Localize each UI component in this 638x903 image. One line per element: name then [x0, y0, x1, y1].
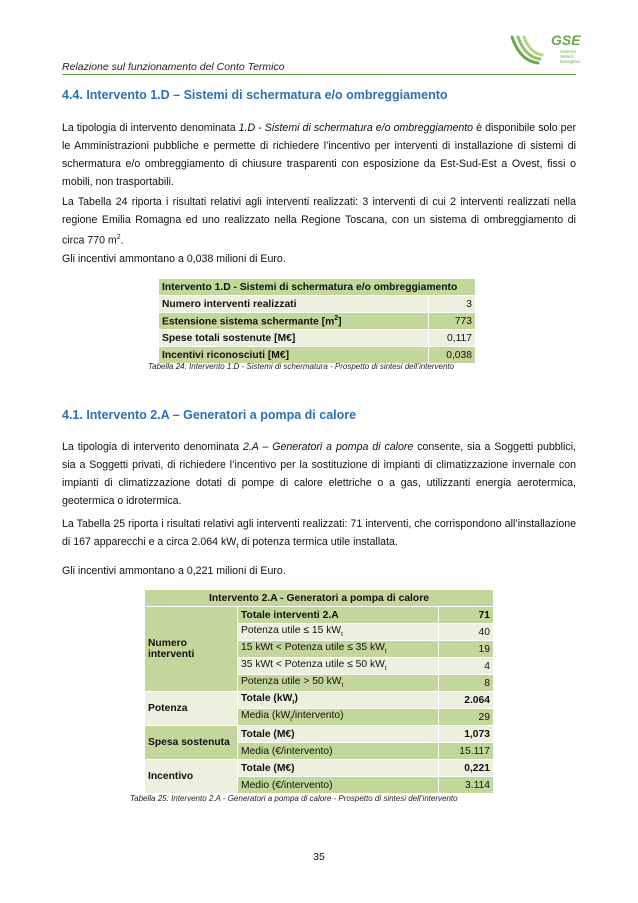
table-row: Numero interventi realizzati 3: [159, 296, 476, 313]
section-heading-2a: 4.1. Intervento 2.A – Generatori a pompa di calore: [62, 408, 357, 422]
table-25: [144, 589, 494, 794]
table-25-title: Intervento 2.A - Generatori a pompa di calore: [145, 590, 494, 607]
table-row: Numero interventi Totale interventi 2.A 71: [145, 607, 494, 624]
paragraph-1d-results: La Tabella 24 riporta i risultati relativi agli interventi realizzati: 3 interventi di cui 2 interventi realizzati nella regione Emilia Romagna ed uno realizzato nella Regione Toscana, con un sistema di ombreggiamento di circa 770 $m^2$.: [62, 196, 576, 247]
header-title: Relazione sul funzionamento del Conto Termico: [62, 61, 285, 73]
table-row: Incentivi riconosciuti [M€] 0,038: [159, 347, 476, 364]
table-row: Media $(kW_t/intervento)$ 29: [145, 709, 494, 726]
table-25-caption: Tabella 25: Intervento 2.A - Generatori a pompa di calore - Prospetto di sintesi dell’intervento: [130, 794, 458, 803]
header-rule: [62, 74, 576, 75]
table-row: Incentivo Totale (M€) 0,221: [145, 760, 494, 777]
table-row: Estensione sistema schermante $[m^2]$ 773: [159, 313, 476, 330]
page-number: 35: [313, 851, 325, 863]
paragraph-1d-intro: La tipologia di intervento denominata 1.D - Sistemi di schermatura e/o ombreggiamento è disponibile solo per le Amministrazioni pubbliche e permette di richiedere l’incentivo per interventi di installazione di sistemi di schermatura e/o ombreggiamento di chiusure trasparenti con esposizione da Est-Sud-Est a Ovest, fissi o mobili, non trasportabili.: [62, 122, 576, 188]
table-row: Medio (€/intervento) 3.114: [145, 777, 494, 794]
table-row: Spesa sostenuta Totale (M€) 1,073: [145, 726, 494, 743]
table-row: Potenza Totale $(kW_t)$ 2.064: [145, 692, 494, 709]
table-24: [158, 278, 476, 364]
logo-sub-2: Servizi: [560, 54, 574, 59]
paragraph-2a-intro: La tipologia di intervento denominata 2.A – Generatori a pompa di calore consente, sia a Soggetti pubblici, sia a Soggetti privati, di richiedere l’incentivo per la sostituzione di impianti di climatizzazione invernale con impianti di climatizzazione dotati di pompe di calore elettriche o a gas, utilizzanti energia aerotermica, geotermica o idrotermica.: [62, 441, 576, 507]
table-row: 15 kWt < Potenza utile ≤ 35 $kW_t$ 19: [145, 641, 494, 658]
table-row: Media (€/intervento) 15.117: [145, 743, 494, 760]
gse-logo: [508, 27, 584, 71]
section-heading-1d: 4.4. Intervento 1.D – Sistemi di schermatura e/o ombreggiamento: [62, 88, 448, 102]
paragraph-2a-incentives: Gli incentivi ammontano a 0,221 milioni di Euro.: [62, 565, 286, 577]
paragraph-1d-incentives: Gli incentivi ammontano a 0,038 milioni di Euro.: [62, 253, 286, 265]
paragraph-2a-results: La Tabella 25 riporta i risultati relativi agli interventi realizzati: 71 interventi, che corrispondono all’installazione di 167 apparecchi e a circa 2.064 $kW_t$ di potenza termica utile installata.: [62, 518, 576, 551]
table-row: Potenza utile ≤ 15 $kW_t$ 40: [145, 624, 494, 641]
table-row: Spese totali sostenute [M€] 0,117: [159, 330, 476, 347]
logo-swoosh-icon: [512, 37, 542, 63]
table-row: 35 kWt < Potenza utile ≤ 50 $kW_t$ 4: [145, 658, 494, 675]
logo-text: GSE: [551, 32, 581, 48]
logo-sub-3: Energetici: [560, 59, 581, 64]
table-24-title: Intervento 1.D - Sistemi di schermatura e/o ombreggiamento: [159, 279, 476, 296]
table-24-caption: Tabella 24: Intervento 1.D - Sistemi di schermatura - Prospetto di sintesi dell’intervento: [148, 362, 455, 371]
page-header: [62, 28, 582, 74]
logo-sub-1: Gestore: [560, 49, 577, 54]
table-row: Potenza utile > 50 $kW_t$ 8: [145, 675, 494, 692]
